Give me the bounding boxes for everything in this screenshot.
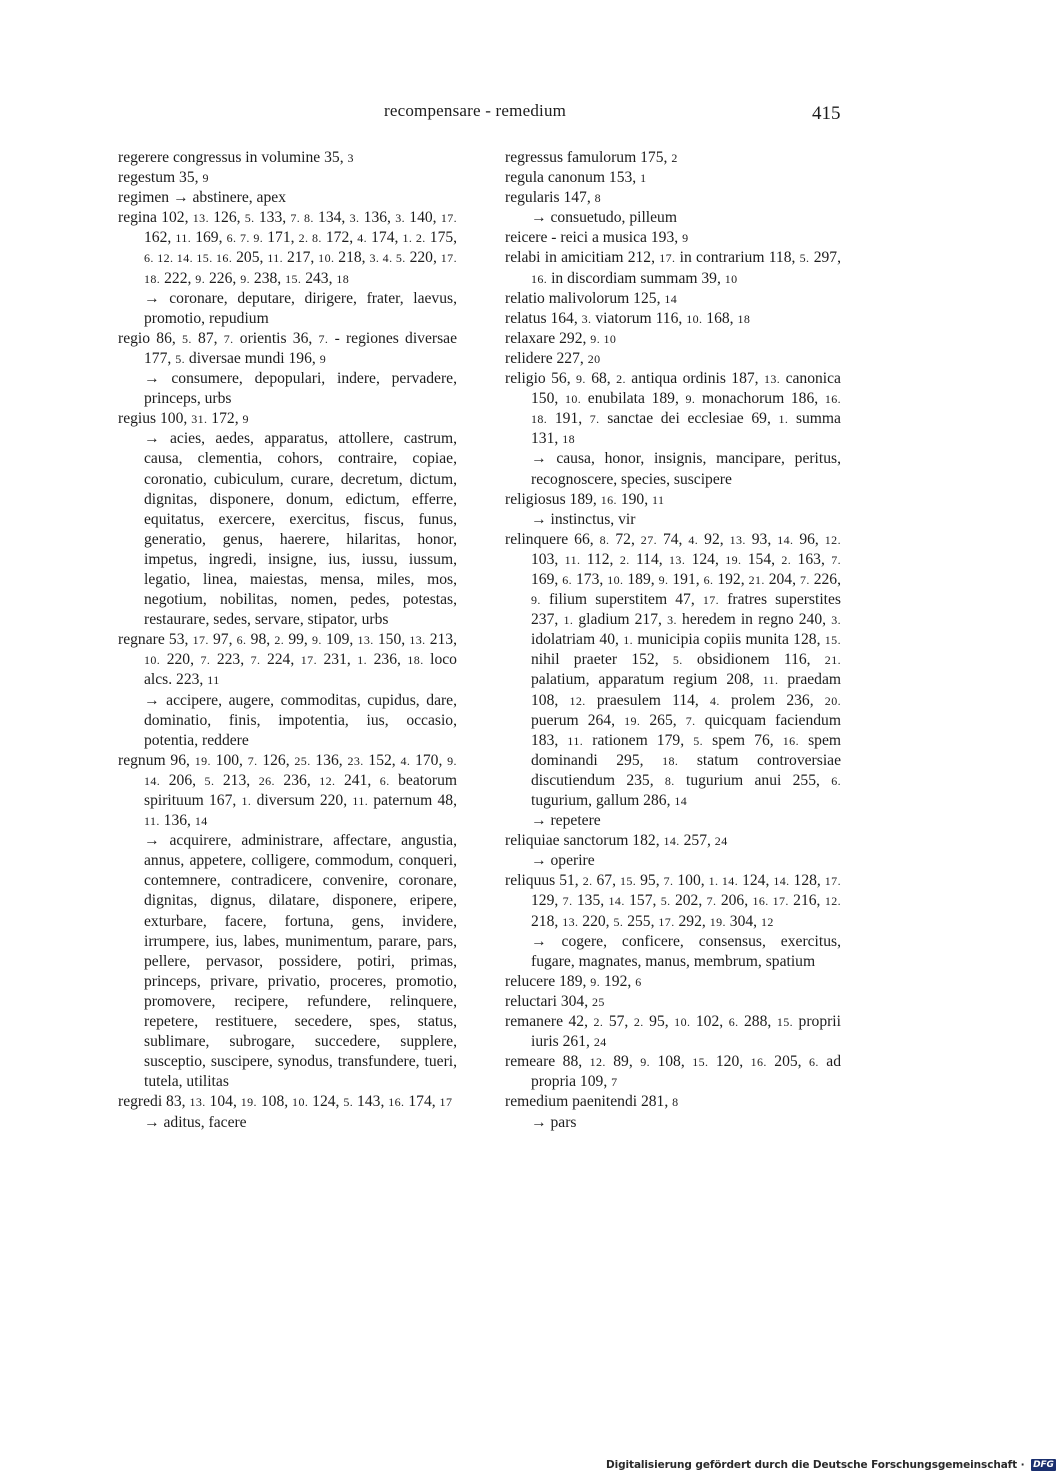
cross-reference: → acquirere, administrare, affectare, angustia, annus, appetere, colligere, commodum, conqueri, contemnere, contradicere, convenire, coronare, dignitas, dignus, dilatare, disponere, eripere, exturbare, facere, fortuna, gens, invidere, irrumpere, ius, labes, munimentum, parare, pars, pellere, pervasor, possidere, potiri, primas, princeps, privare, privatio, proceres, promotio, promovere, recipere, refundere, relinquere, repetere, restituere, secedere, spes, status, sublimare, subrogare, succedere, supplere, susceptio, suscipere, synodus, transfundere, tueri, tutela, utilitas: [144, 832, 457, 1091]
line-number: 7.: [589, 412, 600, 427]
line-number: 20: [587, 351, 601, 366]
line-number: 7.: [685, 713, 696, 728]
line-number: 16.: [531, 271, 548, 286]
line-number: 2.: [582, 874, 593, 889]
line-number: 8: [594, 191, 602, 206]
line-number: 21.: [824, 653, 841, 668]
line-number: 13.: [669, 552, 686, 567]
line-number: 2.: [593, 1015, 604, 1030]
index-column-right: [505, 148, 841, 1133]
line-number: 9. 14.: [144, 753, 457, 788]
line-number: 18: [737, 311, 751, 326]
line-number: 17.: [658, 914, 675, 929]
cross-reference: → instinctus, vir: [531, 510, 636, 528]
line-number: 11: [652, 492, 665, 507]
line-number: 16.: [388, 1095, 405, 1110]
line-number: 6. 7. 9.: [226, 231, 264, 246]
index-entry: regredi 83, 13. 104, 19. 108, 10. 124, 5. 143, 16. 174, 17: [118, 1093, 453, 1111]
cross-reference: → cogere, conficere, consensus, exercitus, fugare, magnates, manus, membrum, spatium: [531, 932, 841, 970]
line-number: 19.: [240, 1095, 257, 1110]
line-number: 3.: [581, 311, 592, 326]
line-number: 9.: [590, 974, 601, 989]
line-number: 1.: [241, 794, 252, 808]
index-column-left: [118, 148, 457, 1133]
line-number: 6.: [831, 773, 842, 788]
line-number: 3.: [831, 613, 842, 628]
line-number: 15.: [776, 1015, 794, 1030]
cross-reference: → operire: [531, 852, 595, 870]
footer-text: Digitalisierung gefördert durch die Deutsche Forschungsgemeinschaft ·: [606, 1459, 1025, 1471]
line-number: 13.: [763, 372, 781, 387]
line-number: 5.: [182, 331, 192, 346]
line-number: 2.: [616, 372, 626, 387]
line-number: 14: [194, 814, 208, 829]
index-entry: reicere - reici a musica 193, 9: [505, 229, 689, 247]
line-number: 18.: [407, 653, 424, 668]
line-number: 7.: [247, 753, 258, 768]
line-number: 6.: [236, 633, 247, 648]
line-number: 10.: [144, 653, 161, 668]
index-entry: remeare 88, 12. 89, 9. 108, 15. 120, 16. 205, 6. ad propria 109, 7: [505, 1053, 842, 1091]
line-number: 10: [724, 271, 738, 286]
line-number: 16. 18.: [531, 392, 842, 427]
line-number: 10.: [292, 1095, 309, 1110]
line-number: 7.: [562, 894, 573, 909]
line-number: 14.: [777, 532, 794, 547]
line-number: 4.: [400, 753, 411, 768]
line-number: 7.: [831, 552, 842, 567]
line-number: 8.: [664, 773, 675, 788]
line-number: 14.: [608, 894, 625, 909]
line-number: 6.: [809, 1055, 819, 1070]
line-number: 23.: [347, 753, 364, 768]
line-number: 12.: [569, 693, 586, 708]
line-number: 12: [760, 914, 774, 929]
line-number: 10.: [318, 251, 335, 266]
line-number: 5.: [672, 653, 683, 668]
index-entry: relaxare 292, 9. 10: [505, 329, 617, 347]
index-entry: regula canonum 153, 1: [505, 169, 647, 187]
line-number: 2: [671, 151, 678, 165]
line-number: 14: [674, 794, 688, 808]
cross-reference: → repetere: [531, 812, 601, 830]
line-number: 3.: [667, 613, 677, 628]
line-number: 16.: [782, 733, 799, 748]
cross-reference: → pars: [531, 1113, 577, 1131]
cross-reference: → accipere, augere, commoditas, cupidus, dare, dominatio, finis, impotentia, ius, occasio, potentia, reddere: [144, 691, 457, 749]
index-entry: regina 102, 13. 126, 5. 133, 7. 8. 134, 3. 136, 3. 140, 17. 162, 11. 169, 6. 7. 9. 171, 2. 8. 172, 4. 174, 1. 2. 175, 6. 12. 14. 15. 16. 205, 11. 217, 10. 218, 3. 4. 5. 220, 17. 18. 222, 9. 226, 9. 238, 15. 243, 18: [118, 209, 458, 287]
cross-reference: → consumere, depopulari, indere, pervadere, princeps, urbs: [144, 370, 457, 408]
line-number: 9.: [240, 271, 251, 286]
line-number: 4.: [357, 231, 368, 246]
index-entry: regestum 35, 9: [118, 169, 209, 187]
running-title: recompensare - remedium: [384, 101, 567, 120]
line-number: 24: [714, 834, 728, 849]
index-entry: regressus famulorum 175, 2: [505, 149, 678, 166]
line-number: 12.: [824, 894, 842, 909]
line-number: 6.: [562, 572, 573, 587]
line-number: 9: [242, 412, 249, 427]
line-number: 17.: [702, 593, 720, 608]
line-number: 3: [347, 151, 354, 165]
line-number: 8: [672, 1095, 679, 1110]
line-number: 27.: [640, 532, 657, 547]
index-entry: remanere 42, 2. 57, 2. 95, 10. 102, 6. 288, 15. proprii iuris 261, 24: [505, 1013, 841, 1051]
line-number: 26.: [258, 773, 275, 788]
line-number: 14.: [663, 834, 680, 849]
page-number: 415: [812, 103, 841, 124]
page-header: [0, 101, 1000, 131]
line-number: 11.: [567, 733, 584, 748]
line-number: 5.: [175, 351, 185, 366]
line-number: 11.: [564, 552, 581, 567]
index-entry: relabi in amicitiam 212, 17. in contrarium 118, 5. 297, 16. in discordiam summam 39, 10: [505, 249, 841, 287]
cross-reference: → coronare, deputare, dirigere, frater, laevus, promotio, repudium: [144, 289, 457, 327]
index-entry: relinquere 66, 8. 72, 27. 74, 4. 92, 13. 93, 14. 96, 12. 103, 11. 112, 2. 114, 13. 124, 19. 154, 2. 163, 7. 169, 6. 173, 10. 189, 9. 191, 6. 192, 21. 204, 7. 226, 9. filium superstitem 47, 17. fratres superstites 237, 1. gladium 217, 3. heredem in regno 240, 3. idolatriam 40, 1. municipia copiis munita 128, 15. nihil praeter 152, 5. obsidionem 116, 21. palatium, apparatum regium 208, 11. praedam 108, 12. praesulem 114, 4. prolem 236, 20. puerum 264, 19. 265, 7. quicquam faciendum 183, 11. rationem 179, 5. spem 76, 16. spem dominandi 295, 18. statum controversiae discutiendum 235, 8. tugurium anui 255, 6. tugurium, gallum 286, 14: [505, 530, 842, 809]
line-number: 7.: [223, 331, 234, 346]
index-entry: relucere 189, 9. 192, 6: [505, 972, 642, 990]
line-number: 16. 17.: [752, 894, 789, 909]
line-number: 9.: [685, 392, 696, 407]
line-number: 10.: [607, 572, 624, 587]
index-entry: reliquiae sanctorum 182, 14. 257, 24: [505, 832, 728, 850]
line-number: 3. 4. 5.: [369, 251, 406, 266]
line-number: 7.: [200, 653, 211, 668]
line-number: 7.: [250, 653, 261, 668]
line-number: 17.: [824, 874, 841, 889]
line-number: 3.: [349, 211, 360, 226]
line-number: 9: [319, 351, 327, 366]
line-number: 2.: [633, 1015, 644, 1030]
index-entry: regio 86, 5. 87, 7. orientis 36, 7. - regiones diversae 177, 5. diversae mundi 196, 9: [118, 329, 457, 367]
line-number: 15.: [692, 1055, 709, 1070]
line-number: 31.: [191, 412, 208, 427]
line-number: 11.: [144, 814, 160, 829]
line-number: 11.: [762, 673, 779, 688]
index-entry: relatio malivolorum 125, 14: [505, 289, 678, 307]
line-number: 9.: [195, 271, 206, 286]
line-number: 14.: [773, 874, 790, 889]
line-number: 17.: [659, 251, 676, 266]
index-entry: relatus 164, 3. viatorum 116, 10. 168, 18: [505, 309, 751, 327]
line-number: 15.: [619, 874, 637, 889]
line-number: 13.: [357, 633, 374, 648]
line-number: 6: [635, 974, 642, 989]
line-number: 7.: [318, 331, 329, 346]
line-number: 6.: [379, 773, 390, 788]
cross-reference: → aditus, facere: [144, 1113, 247, 1131]
line-number: 7.: [663, 874, 674, 889]
line-number: 12.: [589, 1055, 606, 1070]
line-number: 13.: [409, 633, 426, 648]
line-number: 11: [207, 673, 220, 688]
line-number: 9. 10: [590, 331, 617, 346]
line-number: 15.: [285, 271, 302, 286]
line-number: 13.: [729, 532, 746, 547]
index-entry: regularis 147, 8: [505, 189, 602, 207]
line-number: 10.: [686, 311, 703, 326]
line-number: 19.: [624, 713, 641, 728]
line-number: 2.: [781, 552, 792, 567]
line-number: 17.: [192, 633, 209, 648]
line-number: 19.: [709, 914, 726, 929]
line-number: 11.: [267, 251, 284, 266]
line-number: 5.: [613, 914, 624, 929]
line-number: 18: [562, 432, 575, 447]
line-number: 10.: [564, 392, 582, 407]
line-number: 1. 2.: [402, 231, 426, 246]
cross-reference: → consuetudo, pilleum: [531, 209, 677, 227]
line-number: 4.: [710, 693, 720, 708]
index-entry: regerere congressus in volumine 35, 3: [118, 149, 354, 166]
line-number: 25.: [294, 753, 311, 768]
line-number: 7. 8.: [290, 211, 314, 226]
index-entry: reluctari 304, 25: [505, 992, 605, 1010]
line-number: 5.: [799, 251, 810, 266]
line-number: 9.: [312, 633, 322, 648]
line-number: 10.: [674, 1015, 691, 1030]
line-number: 9: [682, 231, 689, 246]
line-number: 16.: [600, 492, 617, 507]
line-number: 9.: [575, 372, 586, 387]
index-entry: regius 100, 31. 172, 9: [118, 410, 249, 428]
line-number: 2. 8.: [298, 231, 322, 246]
cross-reference: → causa, honor, insignis, mancipare, peritus, recognoscere, species, suscipere: [531, 450, 841, 488]
line-number: 9: [202, 171, 209, 186]
line-number: 9.: [531, 593, 541, 608]
line-number: 5.: [343, 1095, 354, 1110]
line-number: 17. 18.: [144, 251, 457, 286]
line-number: 13.: [562, 914, 579, 929]
line-number: 7: [611, 1075, 618, 1090]
funding-footer: [606, 1459, 1056, 1471]
line-number: 13.: [192, 211, 209, 226]
line-number: 9.: [640, 1055, 651, 1070]
line-number: 7.: [706, 894, 717, 909]
line-number: 1.: [623, 633, 634, 648]
line-number: 21.: [748, 572, 765, 587]
line-number: 19.: [194, 753, 211, 768]
line-number: 17: [439, 1095, 453, 1110]
index-entry: reliquus 51, 2. 67, 15. 95, 7. 100, 1. 14. 124, 14. 128, 17. 129, 7. 135, 14. 157, 5. 202, 7. 206, 16. 17. 216, 12. 218, 13. 220, 5. 255, 17. 292, 19. 304, 12: [505, 872, 842, 930]
line-number: 1.: [357, 653, 368, 668]
index-entry: religiosus 189, 16. 190, 11: [505, 490, 665, 508]
index-entry: regnare 53, 17. 97, 6. 98, 2. 99, 9. 109, 13. 150, 13. 213, 10. 220, 7. 223, 7. 224, 17. 231, 1. 236, 18. loco alcs. 223, 11: [118, 631, 457, 689]
line-number: 1: [640, 171, 647, 186]
index-entry: regimen → abstinere, apex: [118, 189, 286, 207]
dfg-logo: DFG: [1033, 1460, 1054, 1470]
line-number: 12.: [824, 532, 841, 547]
index-entry: religio 56, 9. 68, 2. antiqua ordinis 187, 13. canonica 150, 10. enubilata 189, 9. monachorum 186, 16. 18. 191, 7. sanctae dei ecclesiae 69, 1. summa 131, 18: [505, 370, 842, 448]
line-number: 5.: [693, 733, 704, 748]
line-number: 6. 12. 14. 15. 16.: [144, 251, 233, 266]
line-number: 4.: [688, 532, 699, 547]
line-number: 1. 14.: [708, 874, 739, 889]
line-number: 20.: [824, 693, 841, 708]
line-number: 11.: [175, 231, 192, 246]
line-number: 5.: [204, 773, 215, 788]
line-number: 9.: [658, 572, 669, 587]
line-number: 25: [592, 994, 605, 1009]
line-number: 11.: [352, 794, 369, 808]
index-entry: regnum 96, 19. 100, 7. 126, 25. 136, 23. 152, 4. 170, 9. 14. 206, 5. 213, 26. 236, 12. 241, 6. beatorum spirituum 167, 1. diversum 220, 11. paternum 48, 11. 136, 14: [118, 751, 458, 830]
line-number: 1.: [563, 613, 574, 628]
line-number: 5.: [244, 211, 255, 226]
line-number: 8.: [599, 532, 610, 547]
cross-reference: → acies, aedes, apparatus, attollere, castrum, causa, clementia, cohors, contraire, copiae, coronatio, cubiculum, curare, decretum, dictum, dignitas, disponere, donum, edictum, efferre, equitatus, exercere, exercitus, fiscus, funus, generatio, genus, haerere, hilaritas, honor, impetus, ingredi, insigne, ius, iussu, iussum, legatio, linea, maiestas, mensa, miles, mos, negotium, nobilitas, nomen, pedes, potestas, restaurare, sedes, servare, stipator, urbs: [144, 430, 457, 629]
line-number: 19.: [725, 552, 742, 567]
line-number: 6.: [703, 572, 714, 587]
line-number: 2.: [274, 633, 285, 648]
line-number: 17.: [440, 211, 458, 226]
line-number: 3.: [395, 211, 406, 226]
line-number: 14: [664, 291, 678, 306]
line-number: 18.: [662, 753, 679, 768]
line-number: 16.: [750, 1055, 767, 1070]
line-number: 2.: [619, 552, 630, 567]
line-number: 1.: [778, 412, 789, 427]
index-entry: relidere 227, 20: [505, 349, 601, 367]
line-number: 12.: [319, 773, 336, 788]
line-number: 24: [593, 1035, 607, 1050]
line-number: 6.: [728, 1015, 739, 1030]
line-number: 15.: [824, 633, 841, 648]
line-number: 17.: [300, 653, 317, 668]
line-number: 5.: [660, 894, 671, 909]
index-entry: remedium paenitendi 281, 8: [505, 1093, 679, 1111]
line-number: 7.: [799, 572, 810, 587]
line-number: 13.: [189, 1095, 206, 1110]
line-number: 18: [336, 271, 350, 286]
